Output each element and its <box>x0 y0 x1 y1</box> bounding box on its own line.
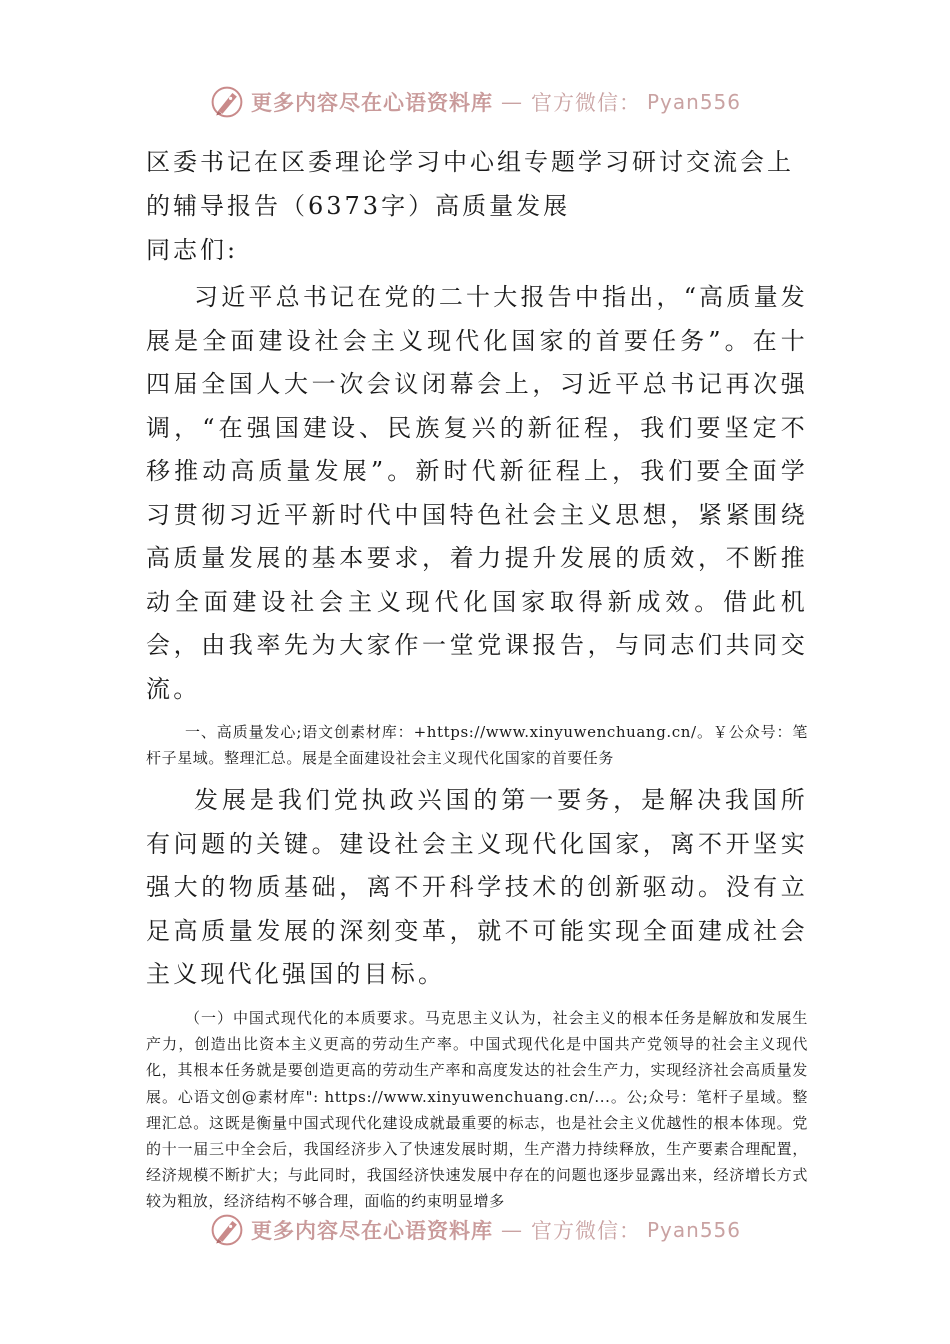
pen-nib-logo-icon <box>209 1212 245 1248</box>
document-title: 区委书记在区委理论学习中心组专题学习研讨交流会上的辅导报告（6373字）高质量发展 <box>146 148 794 220</box>
banner-separator: — <box>500 1218 523 1242</box>
banner-suffix-text: 官方微信： <box>530 91 641 115</box>
footer-watermark-banner <box>0 1210 950 1250</box>
banner-suffix-text: 官方微信： <box>530 1219 641 1243</box>
document-body <box>146 140 808 1215</box>
pen-nib-logo-icon <box>209 84 245 120</box>
section-one-paragraph: 发展是我们党执政兴国的第一要务，是解决我国所有问题的关键。建设社会主义现代化国家，离不开坚实强大的物质基础，离不开科学技术的创新驱动。没有立足高质量发展的深刻变革，就不可能实现全面建成社会主义现代化强国的目标。 <box>146 786 808 989</box>
banner-brand-text: 更多内容尽在心语资料库 <box>250 1218 493 1243</box>
intro-paragraph: 习近平总书记在党的二十大报告中指出，“高质量发展是全面建设社会主义现代化国家的首要任务”。在十四届全国人大一次会议闭幕会上，习近平总书记再次强调，“在强国建设、民族复兴的新征程，我们要坚定不移推动高质量发展”。新时代新征程上，我们要全面学习贯彻习近平新时代中国特色社会主义思想，紧紧围绕高质量发展的基本要求，着力提升发展的质效，不断推动全面建设社会主义现代化国家取得新成效。借此机会，由我率先为大家作一堂党课报告，与同志们共同交流。 <box>146 283 808 703</box>
subsection-one-paragraph: （一）中国式现代化的本质要求。马克思主义认为，社会主义的根本任务是解放和发展生产力，创造出比资本主义更高的劳动生产率。中国式现代化是中国共产党领导的社会主义现代化，其根本任务就是要创造更高的劳动生产率和高度发达的社会生产力，实现经济社会高质量发展。心语文创@素材库": https://www.xinyuwenchuang.cn/...。公;众号：笔杆子星域。整理汇总。这既是衡量中国式现代化建设成就最重要的标志，也是社会主义优越性的根本体现。党的十一届三中全会后，我国经济步入了快速发展时期，生产潜力持续释放，生产要素合理配置，经济规模不断扩大；与此同时，我国经济快速发展中存在的问题也逐步显露出来，经济增长方式较为粗放，经济结构不够合理，面临的约束明显增多 <box>146 1008 808 1211</box>
banner-wechat-id: Pyan556 <box>646 1218 741 1242</box>
section-one-heading: 一、高质量发心;语文创素材库：+https://www.xinyuwenchuang.cn/。￥公众号：笔杆子星域。整理汇总。展是全面建设社会主义现代化国家的首要任务 <box>146 723 808 768</box>
banner-separator: — <box>500 90 523 114</box>
banner-wechat-id: Pyan556 <box>646 90 741 114</box>
banner-brand-text: 更多内容尽在心语资料库 <box>250 90 493 115</box>
salutation: 同志们: <box>146 236 239 264</box>
header-watermark-banner <box>0 82 950 122</box>
